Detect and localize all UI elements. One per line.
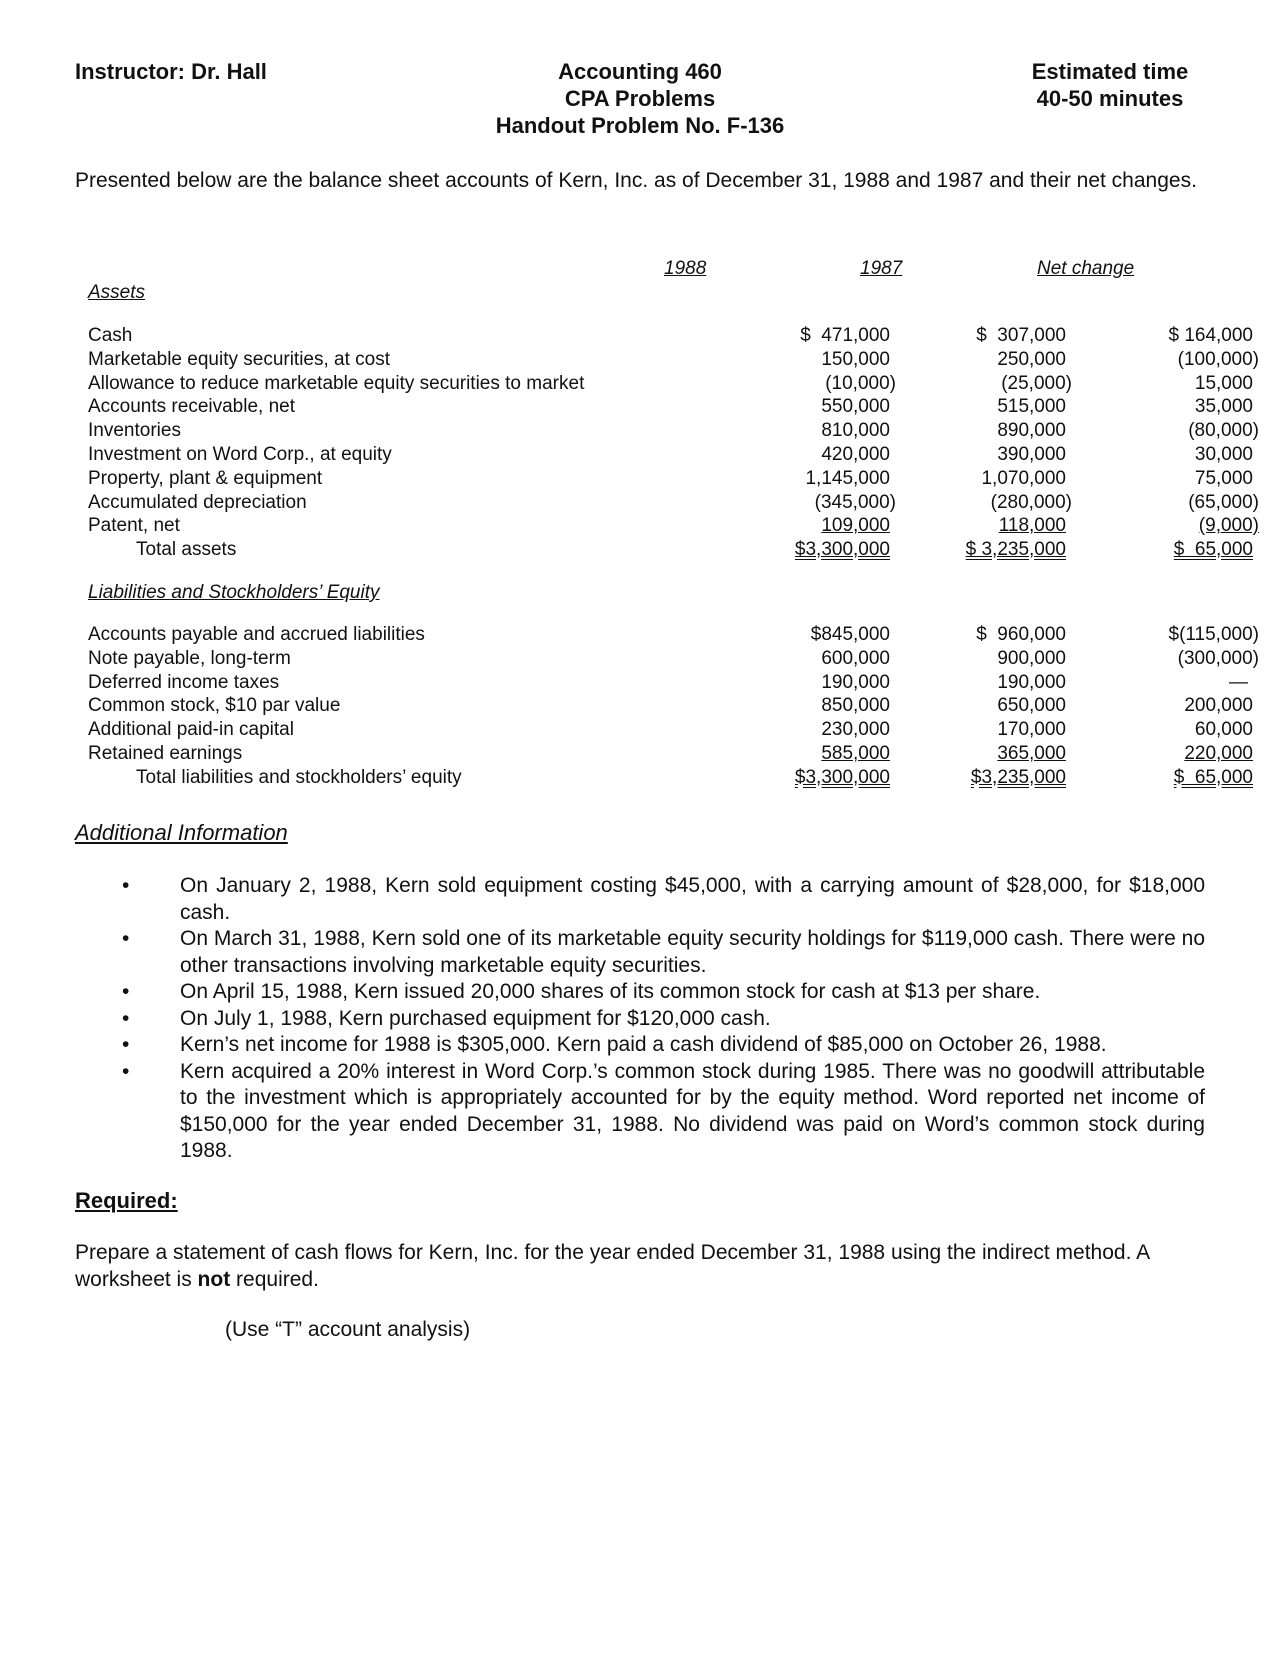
required-emphasis: not: [197, 1267, 231, 1291]
table-row: [88, 623, 1259, 647]
value-change: 35,000: [1194, 396, 1253, 418]
row-label: Accounts payable and accrued liabilities: [88, 624, 425, 645]
value-change: (100,000): [1177, 348, 1259, 370]
table-row: [88, 514, 1259, 538]
column-header-1988: 1988: [664, 258, 707, 279]
assets-heading: Assets: [88, 282, 146, 303]
list-item: [120, 979, 1205, 1006]
value-1987: $ 960,000: [976, 624, 1066, 645]
table-row: [88, 419, 1259, 443]
table-row: [88, 372, 1253, 396]
value-change: 75,000: [1194, 467, 1253, 489]
bullet-icon: •: [122, 1033, 130, 1056]
table-row: [88, 742, 1253, 766]
row-label: Total liabilities and stockholders’ equity: [136, 766, 462, 788]
row-label: Inventories: [88, 420, 181, 442]
value-change: $ 164,000: [1168, 325, 1253, 346]
t-account-note: (Use “T” account analysis): [225, 1318, 471, 1341]
value-1988: 150,000: [821, 348, 890, 370]
value-change: (300,000): [1177, 647, 1259, 669]
list-item-text: Kern’s net income for 1988 is $305,000. Kern paid a cash dividend of $85,000 on October 26, 1988.: [180, 1033, 1107, 1056]
value-1987: $ 3,235,000: [965, 539, 1066, 561]
row-label: Investment on Word Corp., at equity: [88, 443, 392, 465]
table-row: [88, 647, 1259, 671]
value-1988: 600,000: [821, 647, 890, 669]
value-1987: 900,000: [997, 647, 1066, 669]
total-row: [88, 766, 1253, 790]
additional-information-list: [120, 873, 1205, 1165]
table-row: [88, 694, 1253, 718]
value-1988: 420,000: [821, 443, 890, 465]
value-1988: 550,000: [821, 396, 890, 418]
value-change: —: [1229, 671, 1248, 693]
value-1987: $3,235,000: [970, 766, 1066, 788]
value-change: 200,000: [1184, 695, 1253, 717]
value-1988: 585,000: [821, 742, 890, 764]
bullet-icon: •: [122, 1006, 130, 1030]
list-item-text: Kern acquired a 20% interest in Word Corp.’s common stock during 1985. There was no goodwill attributable to the investment which is appropriately accounted for by the equity method. Word reported net income of $150,000 for the year ended December 31, 1988. No dividend was paid on Word’s common stock during 1988.: [180, 1059, 1205, 1162]
value-1987: 118,000: [998, 515, 1066, 537]
liabilities-heading: Liabilities and Stockholders’ Equity: [88, 582, 380, 603]
value-change: (65,000): [1188, 491, 1259, 513]
value-1988: $ 471,000: [800, 325, 890, 346]
row-label: Note payable, long-term: [88, 647, 291, 669]
row-label: Deferred income taxes: [88, 671, 280, 693]
bullet-icon: •: [122, 874, 130, 897]
row-label: Allowance to reduce marketable equity securities to market: [88, 372, 585, 394]
list-item: [120, 926, 1205, 979]
instructor-label: Instructor: Dr. Hall: [75, 59, 267, 84]
value-change: $ 65,000: [1173, 766, 1253, 788]
table-row: [88, 671, 1248, 695]
value-1987: 170,000: [997, 719, 1066, 741]
table-row: [88, 467, 1253, 491]
required-paragraph: [75, 1240, 1205, 1293]
value-1987: (25,000): [1001, 372, 1072, 394]
value-1987: 1,070,000: [981, 467, 1066, 489]
row-label: Cash: [88, 325, 133, 346]
value-1988: 109,000: [821, 515, 890, 537]
estimated-time-block: [1000, 58, 1220, 112]
row-label: Patent, net: [88, 515, 180, 537]
value-1987: 890,000: [997, 420, 1066, 442]
estimated-time-value: 40-50 minutes: [1036, 86, 1184, 111]
required-heading: Required:: [75, 1188, 178, 1213]
bullet-icon: •: [122, 927, 130, 950]
course-title: Accounting 460: [558, 59, 722, 84]
list-item: [120, 1059, 1205, 1165]
value-1987: 190,000: [997, 671, 1066, 693]
required-text: Prepare a statement of cash flows for Kern, Inc. for the year ended December 31, 1988 using the indirect method. A worksheet is: [75, 1241, 1149, 1291]
course-title-block: [450, 58, 830, 139]
row-label: Additional paid-in capital: [88, 719, 294, 741]
value-1988: 230,000: [821, 719, 890, 741]
list-item: [120, 1006, 1205, 1033]
course-subtitle: CPA Problems: [564, 86, 716, 111]
value-1987: (280,000): [990, 491, 1072, 513]
value-1988: 1,145,000: [805, 467, 890, 489]
value-change: $ 65,000: [1173, 539, 1253, 561]
value-1987: 365,000: [997, 742, 1066, 764]
list-item-text: On April 15, 1988, Kern issued 20,000 shares of its common stock for cash at $13 per share.: [180, 980, 1041, 1003]
value-change: 15,000: [1194, 372, 1253, 394]
value-1987: $ 307,000: [976, 325, 1066, 346]
value-1987: 390,000: [997, 443, 1066, 465]
table-row: [88, 395, 1253, 419]
table-row: [88, 348, 1259, 372]
value-1988: 810,000: [821, 420, 890, 442]
value-1988: (10,000): [825, 372, 896, 394]
value-change: 220,000: [1184, 742, 1253, 764]
liabilities-table: [88, 623, 1259, 790]
intro-paragraph: Presented below are the balance sheet accounts of Kern, Inc. as of December 31, 1988 and 1987 and their net changes.: [75, 169, 1197, 192]
list-item-text: On January 2, 1988, Kern sold equipment costing $45,000, with a carrying amount of $28,000, for $18,000 cash.: [180, 874, 1205, 924]
row-label: Total assets: [136, 539, 237, 561]
list-item: [120, 873, 1205, 926]
estimated-time-label: Estimated time: [1031, 59, 1189, 84]
column-header-net-change: Net change: [1037, 258, 1135, 279]
assets-table: [88, 324, 1259, 562]
table-row: [88, 718, 1253, 742]
value-1988: $3,300,000: [794, 539, 890, 561]
value-change: $(115,000): [1168, 624, 1259, 645]
problem-number: Handout Problem No. F-136: [495, 113, 785, 138]
table-row: [88, 491, 1259, 515]
total-row: [88, 538, 1253, 562]
row-label: Retained earnings: [88, 742, 243, 764]
value-1988: $845,000: [810, 624, 890, 645]
list-item-text: On March 31, 1988, Kern sold one of its marketable equity security holdings for $119,000 cash. There were no other transactions involving marketable equity securities.: [180, 927, 1205, 977]
value-1987: 515,000: [997, 396, 1066, 418]
row-label: Accounts receivable, net: [88, 396, 296, 418]
value-1988: 190,000: [821, 671, 890, 693]
row-label: Accumulated depreciation: [88, 491, 307, 513]
value-change: 60,000: [1194, 719, 1253, 741]
list-item: [120, 1032, 1205, 1059]
row-label: Property, plant & equipment: [88, 467, 323, 489]
value-1987: 650,000: [997, 695, 1066, 717]
row-label: Marketable equity securities, at cost: [88, 348, 391, 370]
row-label: Common stock, $10 par value: [88, 695, 341, 717]
table-row: [88, 443, 1253, 467]
value-change: (80,000): [1188, 420, 1259, 442]
additional-information-heading: Additional Information: [75, 820, 288, 845]
bullet-icon: •: [122, 980, 130, 1003]
value-1988: 850,000: [821, 695, 890, 717]
value-change: 30,000: [1194, 443, 1253, 465]
bullet-icon: •: [122, 1059, 130, 1083]
value-1988: $3,300,000: [794, 766, 890, 788]
value-1987: 250,000: [997, 348, 1066, 370]
table-row: [88, 324, 1253, 348]
value-change: (9,000): [1198, 515, 1259, 537]
column-header-1987: 1987: [860, 258, 903, 279]
list-item-text: On July 1, 1988, Kern purchased equipment for $120,000 cash.: [180, 1006, 771, 1030]
required-text-end: required.: [230, 1267, 319, 1291]
value-1988: (345,000): [814, 491, 896, 513]
